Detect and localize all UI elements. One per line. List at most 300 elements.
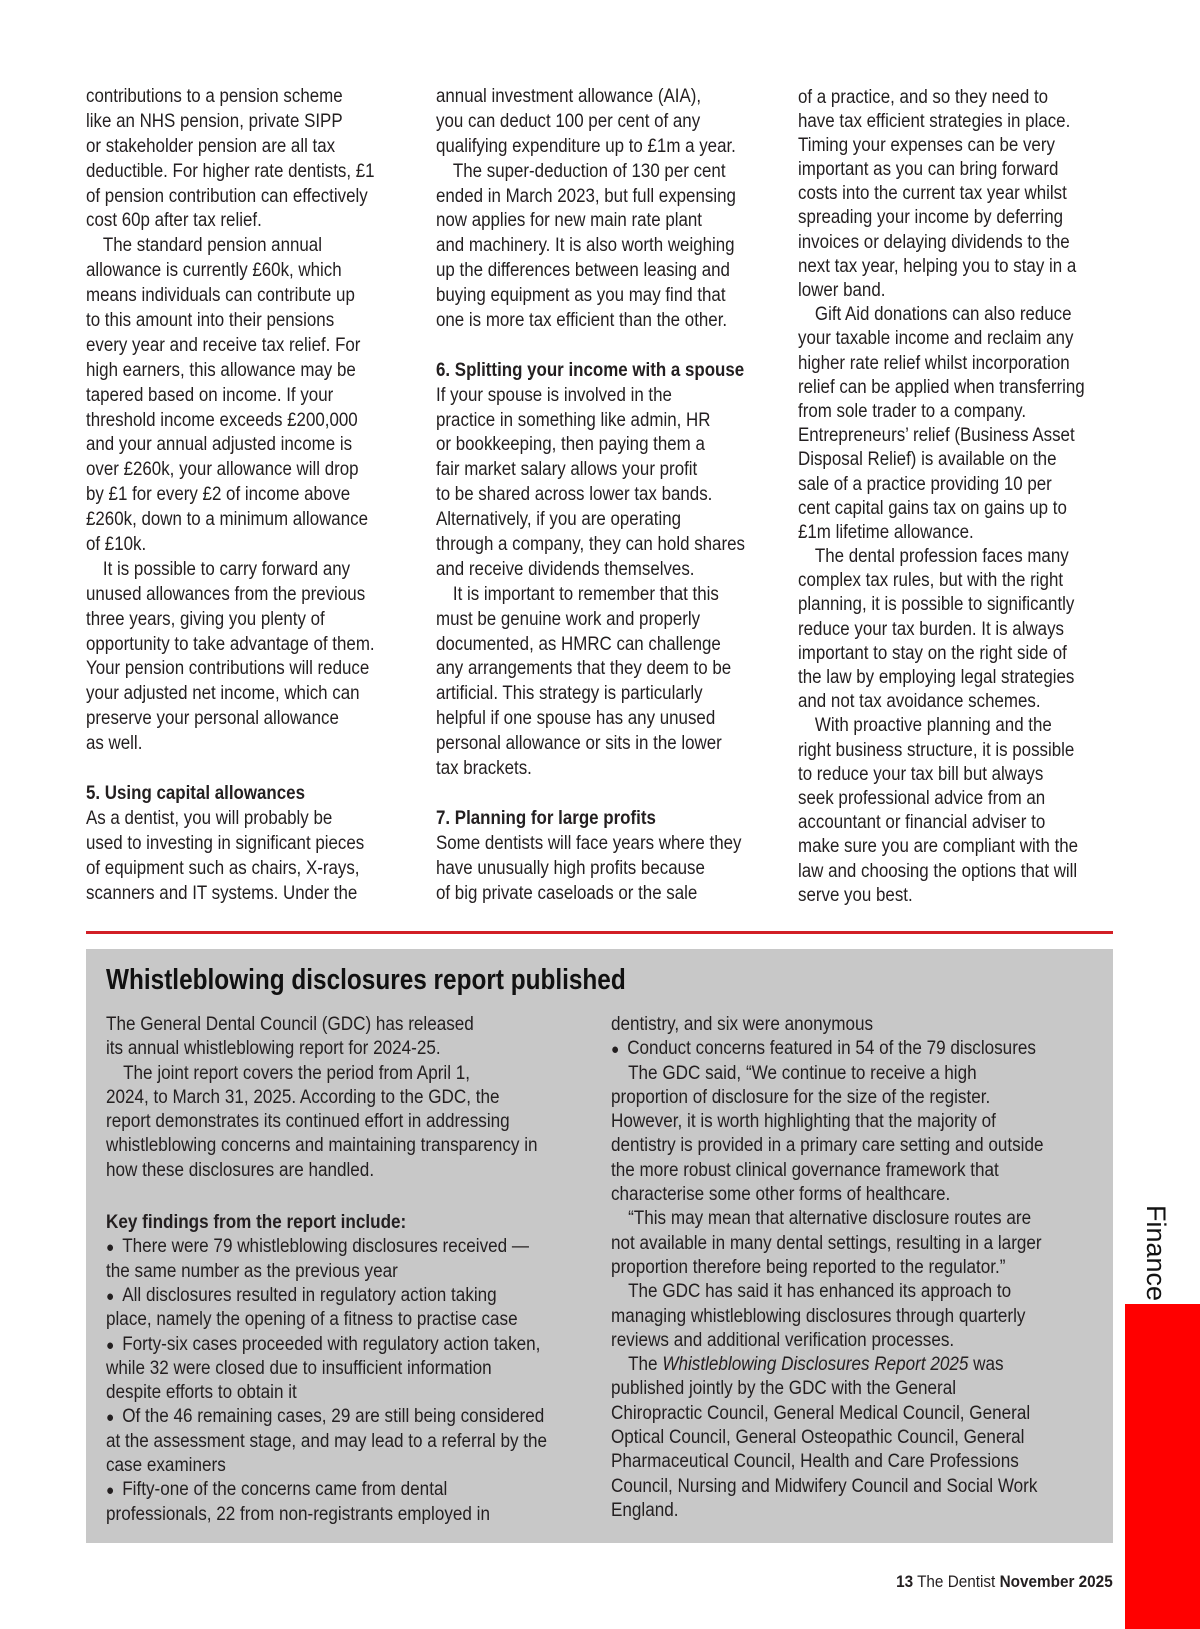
text-line [436,882,745,907]
text-line [436,608,745,633]
text-line [798,860,1085,884]
text-run: The GDC has said it has enhanced its approach to [628,1281,1012,1303]
text-run: Conduct concerns featured in 54 of the 79 disclosures [627,1038,1036,1060]
text-run: contributions to a pension scheme [86,86,343,107]
text-run: There were 79 whistleblowing disclosures received — [122,1236,529,1258]
text-run: 6. Splitting your income with a spouse [436,359,745,381]
text-line [436,284,745,309]
text-run: Entrepreneurs’ relief (Business Asset [798,425,1075,447]
text-line [86,458,375,483]
text-line [86,882,375,907]
text-line [798,303,1085,327]
text-run: and your annual adjusted income is [86,434,353,456]
text-line [86,384,375,409]
text-line [436,508,745,533]
text-run: characterise some other forms of healthcare. [611,1184,951,1206]
text-run: cent capital gains tax on gains up to [798,497,1067,519]
text-line [106,1333,547,1357]
issue-date: November 2025 [999,1572,1113,1591]
text-line [798,231,1085,255]
text-run: means individuals can contribute up [86,285,355,307]
text-line [798,714,1085,738]
text-run: was [968,1354,1004,1376]
text-run: place, namely the opening of a fitness to practise case [106,1309,518,1331]
text-run: sale of a practice providing 10 per [798,473,1052,495]
text-line [106,1235,547,1259]
text-run: have tax efficient strategies in place. [798,110,1071,132]
text-line [106,1357,547,1381]
text-run: dentistry is provided in a primary care setting and outside [611,1135,1044,1157]
bullet-icon: ● [106,1239,115,1257]
text-line [86,483,375,508]
bullet-icon: ● [106,1482,115,1500]
text-line [798,352,1085,376]
text-run: from sole trader to a company. [798,400,1027,422]
text-line [611,1426,1043,1450]
text-line [436,309,745,334]
publication-name: The Dentist [917,1572,996,1591]
text-run: and not tax avoidance schemes. [798,691,1041,713]
text-run: lower band. [798,280,886,301]
text-line [798,545,1085,569]
text-line [106,1308,547,1332]
article-column-1 [86,85,375,906]
section-heading [436,359,745,384]
text-run: The GDC said, “We continue to receive a high [628,1062,977,1084]
text-line [86,682,375,707]
section-divider-rule [86,931,1113,934]
text-line [798,255,1085,279]
text-line [611,1110,1043,1134]
text-run: like an NHS pension, private SIPP [86,110,343,132]
text-run: unused allowances from the previous [86,583,366,605]
text-line [436,857,745,882]
text-run: law and choosing the options that will [798,860,1078,882]
text-run: cost 60p after tax relief. [86,210,262,232]
text-line [86,558,375,583]
text-line [86,284,375,309]
text-run: Alternatively, if you are operating [436,509,682,531]
text-line [106,1086,547,1110]
page-number: 13 [896,1572,914,1591]
text-run: at the assessment stage, and may lead to a referral by the [106,1430,548,1452]
boxout-column-2 [611,1013,1043,1523]
text-run: tapered based on income. If your [86,384,334,406]
text-line [86,160,375,185]
text-line [798,327,1085,351]
text-run: dentistry, and six were anonymous [611,1014,874,1035]
text-line [436,583,745,608]
text-line [436,433,745,458]
paragraph-gap [86,757,375,782]
text-line [106,1284,547,1308]
text-run: the law by employing legal strategies [798,667,1075,688]
text-run: The General Dental Council (GDC) has released [106,1014,474,1035]
text-line [86,608,375,633]
text-line [436,259,745,284]
section-heading [86,782,375,807]
article-column-3 [798,86,1085,908]
text-run: your taxable income and reclaim any [798,328,1074,350]
text-line [611,1037,1043,1061]
text-run: despite efforts to obtain it [106,1382,297,1404]
text-run: buying equipment as you may find that [436,285,726,307]
text-run: The joint report covers the period from April 1, [123,1062,471,1084]
boxout-headline: Whistleblowing disclosures report published [106,964,626,996]
bullet-icon: ● [611,1041,620,1059]
paragraph-gap [436,334,745,359]
text-run: Chiropractic Council, General Medical Council, General [611,1402,1031,1424]
text-run: important to stay on the right side of [798,642,1067,664]
text-run: to be shared across lower tax bands. [436,484,713,506]
text-line [86,583,375,608]
paragraph-gap [106,1183,547,1211]
text-run: proportion therefore being reported to the regulator.” [611,1256,1006,1278]
text-run: Council, Nursing and Midwifery Council and Social Work [611,1475,1038,1497]
text-run: opportunity to take advantage of them. [86,633,375,655]
text-line [798,448,1085,472]
text-run: England. [611,1499,679,1521]
text-line [106,1013,547,1037]
text-run: up the differences between leasing and [436,260,730,282]
boxout-column-1 [106,1013,547,1527]
text-line [798,182,1085,206]
text-line [611,1499,1043,1523]
text-line [106,1381,547,1405]
text-line [798,666,1085,690]
text-run: how these disclosures are handled. [106,1159,375,1181]
text-run: any arrangements that they deem to be [436,658,732,680]
text-run: seek professional advice from an [798,787,1046,809]
text-line [86,433,375,458]
text-line [798,593,1085,617]
text-run: scanners and IT systems. Under the [86,882,358,904]
text-run: reduce your tax burden. It is always [798,618,1064,640]
text-run: the more robust clinical governance framework that [611,1159,999,1181]
text-line [436,85,745,110]
text-line [436,160,745,185]
text-run: The [628,1354,663,1376]
text-line [798,690,1085,714]
text-line [436,558,745,583]
section-heading [436,807,745,832]
italic-title: Whistleblowing Disclosures Report 2025 [662,1354,969,1376]
text-line [106,1260,547,1284]
text-run: over £260k, your allowance will drop [86,459,359,481]
text-run: The dental profession faces many [814,546,1069,568]
text-run: of pension contribution can effectively [86,185,368,207]
text-run: managing whistleblowing disclosures through quarterly [611,1305,1026,1327]
text-line [86,234,375,259]
text-run: It is possible to carry forward any [102,558,351,580]
text-run: of a practice, and so they need to [798,86,1049,108]
text-line [86,309,375,334]
text-run: of big private caseloads or the sale [436,882,698,904]
text-line [611,1353,1043,1377]
text-line [611,1402,1043,1426]
text-line [106,1134,547,1158]
text-line [86,832,375,857]
text-run: important as you can bring forward [798,159,1059,181]
text-run: of £10k. [86,534,147,556]
text-line [436,458,745,483]
text-run: must be genuine work and properly [436,608,701,630]
text-run: spreading your income by deferring [798,207,1064,229]
text-run: preserve your personal allowance [86,708,339,730]
text-line [611,1207,1043,1231]
text-line [798,642,1085,666]
text-run: As a dentist, you will probably be [86,807,333,829]
text-line [436,732,745,757]
text-line [798,158,1085,182]
text-line [436,633,745,658]
text-line [106,1159,547,1183]
text-line [798,739,1085,763]
text-run: 7. Planning for large profits [436,807,656,829]
text-line [611,1232,1043,1256]
text-run: allowance is currently £60k, which [86,260,342,282]
text-run: higher rate relief whilst incorporation [798,352,1070,374]
text-run: case examiners [106,1455,226,1477]
text-line [798,279,1085,303]
text-run: fair market salary allows your profit [436,459,698,481]
text-run: every year and receive tax relief. For [86,334,361,356]
text-line [611,1013,1043,1037]
text-run: make sure you are compliant with the [798,836,1079,858]
text-run: The standard pension annual [102,235,322,257]
text-run: If your spouse is involved in the [436,384,672,406]
text-line [436,209,745,234]
text-run: personal allowance or sits in the lower [436,733,722,755]
text-line [798,569,1085,593]
text-run: of equipment such as chairs, X-rays, [86,857,360,879]
text-line [798,110,1085,134]
text-line [798,811,1085,835]
text-run: or stakeholder pension are all tax [86,135,336,157]
text-run: used to investing in significant pieces [86,832,365,854]
text-line [436,384,745,409]
text-run: practice in something like admin, HR [436,409,711,431]
text-line [798,787,1085,811]
text-line [86,135,375,160]
text-line [611,1280,1043,1304]
section-tab-label: Finance [1141,1205,1171,1302]
text-line [798,497,1085,521]
text-run: planning, it is possible to significantly [798,594,1075,616]
text-line [611,1256,1043,1280]
text-run: its annual whistleblowing report for 2024-25. [106,1038,441,1060]
text-line [611,1475,1043,1499]
text-line [86,85,375,110]
text-line [106,1037,547,1061]
text-line [106,1430,547,1454]
text-line [106,1454,547,1478]
text-line [86,533,375,558]
text-line [611,1134,1043,1158]
text-line [798,424,1085,448]
text-run: to reduce your tax bill but always [798,763,1044,785]
text-run: your adjusted net income, which can [86,683,360,705]
text-run: not available in many dental settings, resulting in a larger [611,1232,1042,1254]
text-run: Your pension contributions will reduce [86,658,370,680]
bullet-icon: ● [106,1336,115,1354]
text-run: Of the 46 remaining cases, 29 are still being considered [122,1406,545,1428]
text-line [436,832,745,857]
text-line [106,1062,547,1086]
text-line [436,110,745,135]
text-line [86,807,375,832]
text-run: It is important to remember that this [452,583,719,605]
text-run: Fifty-one of the concerns came from dental [122,1479,448,1501]
text-line [86,707,375,732]
text-run: as well. [86,733,143,755]
text-run: Disposal Relief) is available on the [798,449,1057,471]
text-run: right business structure, it is possible [798,739,1075,761]
text-run: the same number as the previous year [106,1260,398,1282]
text-line [436,185,745,210]
section-tab-bar [1125,1304,1200,1629]
text-run: proportion of disclosure for the size of the register. [611,1086,991,1108]
text-run: whistleblowing concerns and maintaining transparency in [106,1135,538,1157]
text-line [798,376,1085,400]
text-run: while 32 were closed due to insufficient information [106,1357,492,1379]
text-run: relief can be applied when transferring [798,376,1085,398]
text-line [86,508,375,533]
text-line [436,757,745,782]
text-line [436,135,745,160]
text-run: Pharmaceutical Council, Health and Care Professions [611,1451,1019,1473]
text-run: Some dentists will face years where they [436,832,742,854]
text-run: and machinery. It is also worth weighing [436,235,735,257]
text-line [798,884,1085,908]
text-line [798,521,1085,545]
text-line [86,409,375,434]
text-run: ended in March 2023, but full expensing [436,185,736,207]
text-line [611,1086,1043,1110]
text-run: tax brackets. [436,758,532,780]
text-run: qualifying expenditure up to £1m a year. [436,135,736,157]
text-line [436,533,745,558]
text-run: you can deduct 100 per cent of any [436,110,701,132]
text-run: £260k, down to a minimum allowance [86,509,368,531]
text-run: invoices or delaying dividends to the [798,231,1070,253]
text-run: “This may mean that alternative disclosure routes are [628,1208,1032,1230]
text-run: Forty-six cases proceeded with regulatory action taken, [122,1333,541,1355]
text-run: professionals, 22 from non-registrants employed in [106,1503,490,1525]
text-line [798,400,1085,424]
text-line [611,1305,1043,1329]
text-line [436,682,745,707]
text-run: serve you best. [798,884,913,906]
article-column-2 [436,85,745,906]
text-line [86,209,375,234]
text-run: However, it is worth highlighting that the majority of [611,1111,996,1133]
text-run: one is more tax efficient than the other. [436,310,728,332]
text-line [436,707,745,732]
text-run: helpful if one spouse has any unused [436,708,716,730]
text-line [86,359,375,384]
text-line [611,1377,1043,1401]
text-line [86,732,375,757]
text-line [436,234,745,259]
text-run: Optical Council, General Osteopathic Council, General [611,1427,1025,1449]
text-line [86,185,375,210]
paragraph-gap [436,782,745,807]
bullet-icon: ● [106,1409,115,1427]
text-run: documented, as HMRC can challenge [436,633,721,655]
text-run: Timing your expenses can be very [798,134,1055,156]
text-run: high earners, this allowance may be [86,359,356,381]
text-line [798,86,1085,110]
text-line [611,1062,1043,1086]
text-line [798,618,1085,642]
text-run: now applies for new main rate plant [436,210,703,232]
text-line [798,763,1085,787]
text-line [106,1503,547,1527]
text-run: annual investment allowance (AIA), [436,86,702,107]
text-line [611,1450,1043,1474]
text-line [86,633,375,658]
text-line [106,1405,547,1429]
text-line [86,259,375,284]
text-run: costs into the current tax year whilst [798,183,1067,205]
bullet-icon: ● [106,1287,115,1305]
text-line [106,1110,547,1134]
text-run: 5. Using capital allowances [86,782,305,804]
text-run: to this amount into their pensions [86,310,335,332]
text-line [436,409,745,434]
text-line [798,473,1085,497]
text-line [86,334,375,359]
text-line [611,1183,1043,1207]
text-run: or bookkeeping, then paying them a [436,434,705,456]
text-run: £1m lifetime allowance. [798,521,974,543]
text-run: next tax year, helping you to stay in a [798,255,1077,277]
text-run: deductible. For higher rate dentists, £1 [86,160,375,182]
text-line [798,134,1085,158]
text-run: With proactive planning and the [814,715,1052,737]
text-line [798,206,1085,230]
text-run: 2024, to March 31, 2025. According to the GDC, the [106,1086,500,1108]
text-run: three years, giving you plenty of [86,608,325,630]
text-run: Gift Aid donations can also reduce [814,304,1072,326]
text-run: published jointly by the GDC with the General [611,1378,957,1400]
text-line [86,857,375,882]
text-run: report demonstrates its continued effort in addressing [106,1111,510,1133]
text-run: All disclosures resulted in regulatory action taking [122,1284,497,1306]
text-line [436,483,745,508]
text-line [106,1478,547,1502]
text-run: through a company, they can hold shares [436,534,745,556]
text-run: by £1 for every £2 of income above [86,484,351,506]
text-run: The super-deduction of 130 per cent [452,160,726,182]
text-line [611,1329,1043,1353]
text-run: complex tax rules, but with the right [798,570,1064,592]
text-run: threshold income exceeds £200,000 [86,409,358,431]
text-run: accountant or financial adviser to [798,812,1046,834]
text-line [436,657,745,682]
text-line [86,110,375,135]
text-line [611,1159,1043,1183]
text-run: reviews and additional verification processes. [611,1329,955,1351]
page-footer [896,1572,1113,1592]
text-line [798,835,1085,859]
section-heading [106,1211,547,1235]
text-run: have unusually high profits because [436,857,705,879]
text-line [86,657,375,682]
text-run: artificial. This strategy is particularly [436,683,703,705]
text-run: and receive dividends themselves. [436,558,695,580]
